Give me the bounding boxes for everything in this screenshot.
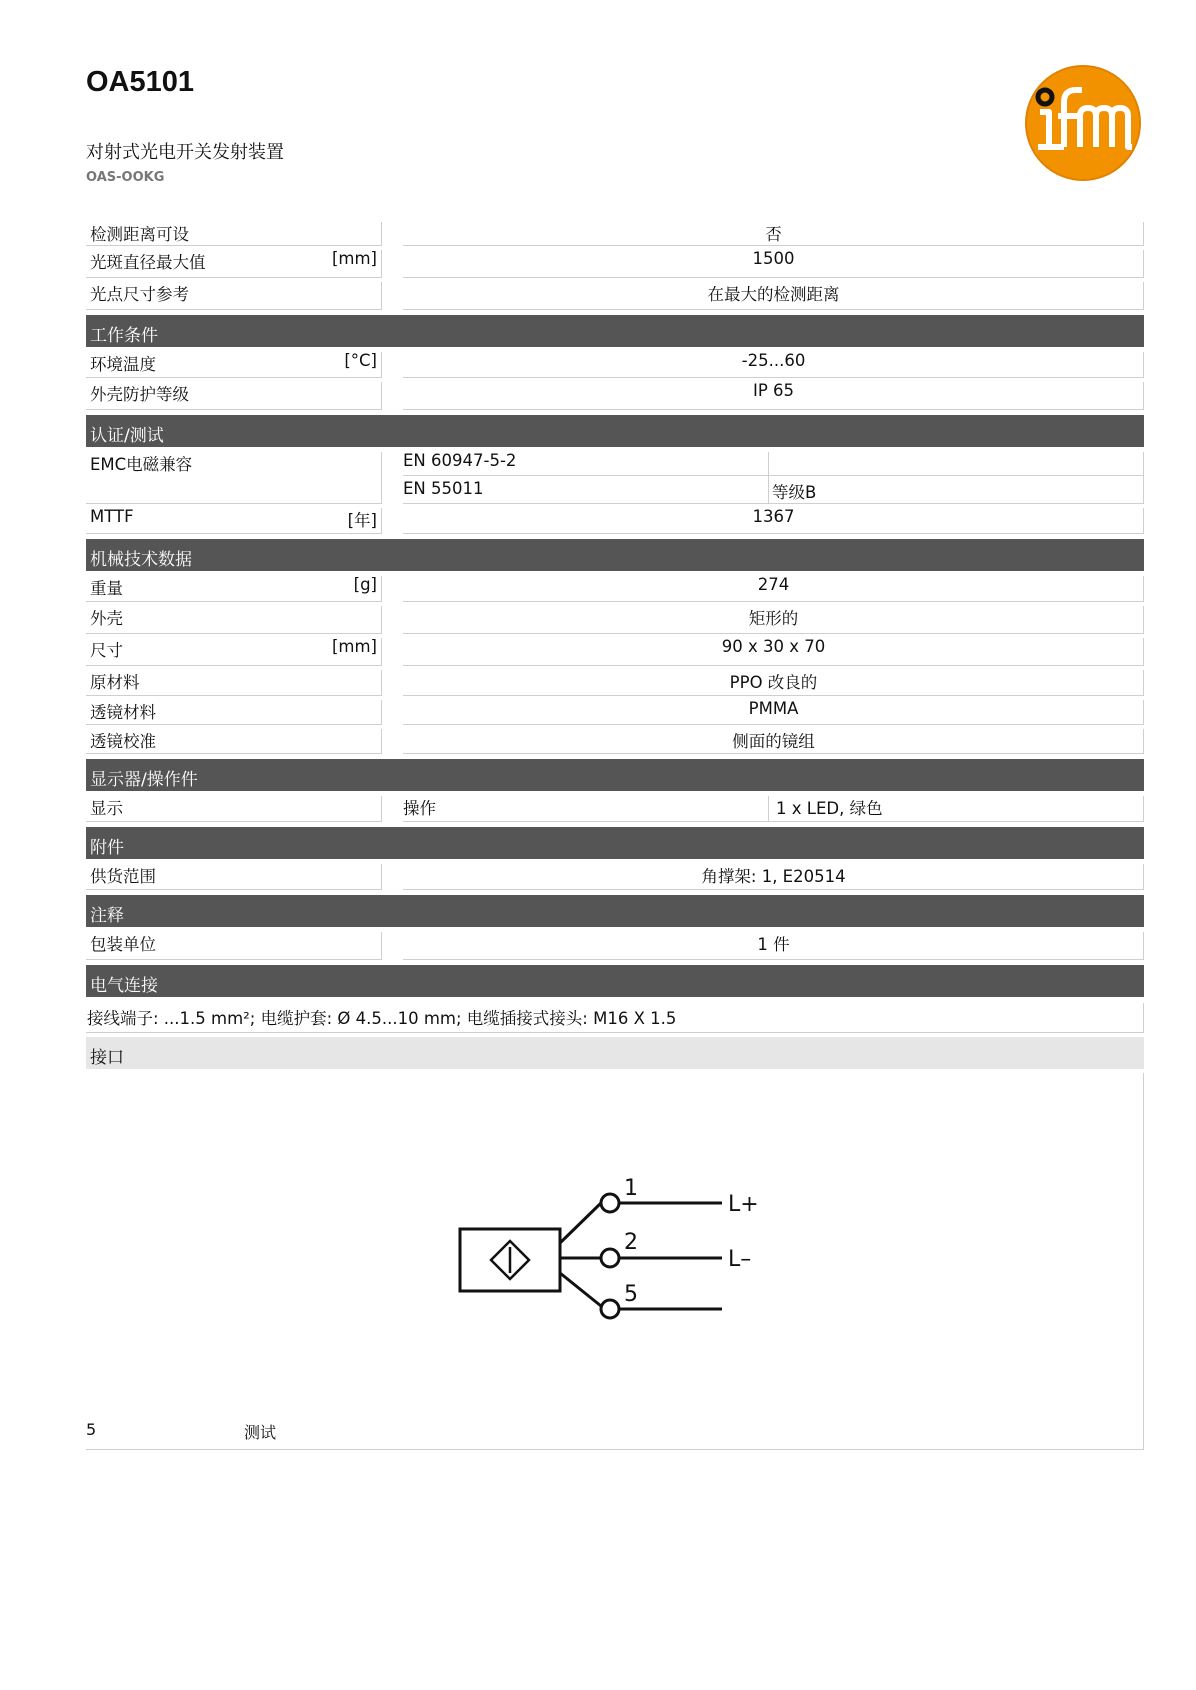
section-title: 机械技术数据 — [90, 550, 192, 570]
section-title: 注释 — [90, 906, 124, 926]
interface-panel — [86, 1073, 1144, 1450]
spec-value: PMMA — [748, 699, 799, 718]
section-working-conditions — [86, 315, 1144, 347]
spec-value: 矩形的 — [748, 609, 799, 628]
spec-value: 否 — [765, 225, 782, 244]
spec-row-material — [86, 666, 1144, 696]
ifm-logo — [1024, 64, 1142, 182]
spec-unit: [°C] — [344, 351, 377, 370]
spec-row-display — [86, 792, 1144, 822]
spec-label: 外壳 — [90, 609, 123, 628]
spec-value: -25...60 — [741, 351, 806, 370]
emc-class: 等级B — [772, 483, 817, 502]
spec-row-spot-reference — [86, 278, 1144, 310]
section-accessories — [86, 827, 1144, 859]
spec-row-packaging — [86, 928, 1144, 960]
spec-label: 原材料 — [90, 673, 140, 692]
signal-l-minus: L– — [728, 1247, 752, 1272]
spec-label: 供货范围 — [90, 867, 156, 886]
section-title: 显示器/操作件 — [90, 770, 198, 790]
spec-value: 90 x 30 x 70 — [721, 637, 826, 656]
section-title: 接口 — [90, 1048, 124, 1068]
pin-1-label: 1 — [624, 1176, 638, 1201]
spec-value: 274 — [757, 575, 790, 594]
spec-label: 包装单位 — [90, 935, 156, 954]
section-display — [86, 759, 1144, 791]
spec-row-spot-diameter — [86, 246, 1144, 278]
spec-row-lens-material — [86, 696, 1144, 725]
spec-label: 尺寸 — [90, 641, 123, 660]
pin-5-label: 5 — [624, 1282, 638, 1307]
page-title: OA5101 — [86, 66, 195, 98]
spec-value: 1 x LED, 绿色 — [776, 799, 883, 818]
section-title: 附件 — [90, 838, 124, 858]
wire-1 — [560, 1203, 601, 1243]
spec-value: IP 65 — [752, 381, 795, 400]
product-code: OAS-OOKG — [86, 170, 165, 185]
spec-row-scope-of-supply — [86, 860, 1144, 890]
section-title: 认证/测试 — [90, 426, 164, 446]
spec-row-ambient-temp — [86, 348, 1144, 378]
spec-value: 在最大的检测距离 — [707, 285, 840, 304]
spec-label: 显示 — [90, 799, 123, 818]
section-mechanical — [86, 539, 1144, 571]
interface-footer-number: 5 — [86, 1420, 97, 1439]
electrical-connection-row — [86, 999, 1144, 1033]
pin-5-terminal — [601, 1300, 619, 1318]
spec-value: 1 件 — [757, 935, 790, 954]
spec-unit: [mm] — [331, 249, 377, 268]
interface-footer-text: 测试 — [244, 1423, 277, 1442]
spec-row-weight — [86, 572, 1144, 602]
product-description: 对射式光电开关发射装置 — [86, 142, 284, 163]
spec-value: 角撑架: 1, E20514 — [701, 867, 846, 886]
section-title: 工作条件 — [90, 326, 158, 346]
spec-label: 外壳防护等级 — [90, 385, 189, 404]
spec-row-emc — [86, 448, 1144, 504]
spec-unit: [年] — [347, 511, 377, 530]
section-notes — [86, 895, 1144, 927]
section-title: 电气连接 — [90, 976, 158, 996]
spec-row-adjustable — [86, 218, 1144, 246]
section-certification — [86, 415, 1144, 447]
pin-2-label: 2 — [624, 1230, 638, 1255]
signal-l-plus: L+ — [728, 1192, 759, 1217]
wire-5 — [560, 1273, 601, 1306]
emc-standard: EN 60947-5-2 — [403, 451, 517, 470]
spec-value: 1500 — [752, 249, 795, 268]
display-sub-label: 操作 — [403, 799, 436, 818]
spec-row-lens-alignment — [86, 725, 1144, 754]
spec-value: 1367 — [752, 507, 795, 526]
emc-standard: EN 55011 — [403, 479, 484, 498]
spec-label: MTTF — [90, 507, 134, 526]
data-sheet — [86, 218, 1144, 1450]
electrical-connection-text: 接线端子: ...1.5 mm²; 电缆护套: Ø 4.5...10 mm; 电缆插接式接头: M16 X 1.5 — [87, 1009, 677, 1028]
spec-row-mttf — [86, 504, 1144, 534]
section-interface — [86, 1037, 1144, 1069]
spec-unit: [g] — [353, 575, 377, 594]
spec-value: PPO 改良的 — [729, 673, 818, 692]
spec-label: 重量 — [90, 579, 123, 598]
pin-2-terminal — [601, 1249, 619, 1267]
spec-label: 环境温度 — [90, 355, 156, 374]
spec-row-protection — [86, 378, 1144, 410]
spec-label: 光点尺寸参考 — [90, 285, 189, 304]
spec-label: 透镜校准 — [90, 732, 156, 751]
spec-value: 侧面的镜组 — [732, 732, 815, 751]
spec-unit: [mm] — [331, 637, 377, 656]
pin-1-terminal — [601, 1194, 619, 1212]
spec-label: 透镜材料 — [90, 703, 156, 722]
section-electrical — [86, 965, 1144, 997]
spec-label: EMC电磁兼容 — [90, 455, 193, 474]
spec-label: 检测距离可设 — [90, 225, 189, 244]
spec-label: 光斑直径最大值 — [90, 253, 206, 272]
wiring-diagram — [458, 1173, 858, 1343]
spec-row-dimensions — [86, 634, 1144, 666]
spec-row-housing — [86, 602, 1144, 634]
